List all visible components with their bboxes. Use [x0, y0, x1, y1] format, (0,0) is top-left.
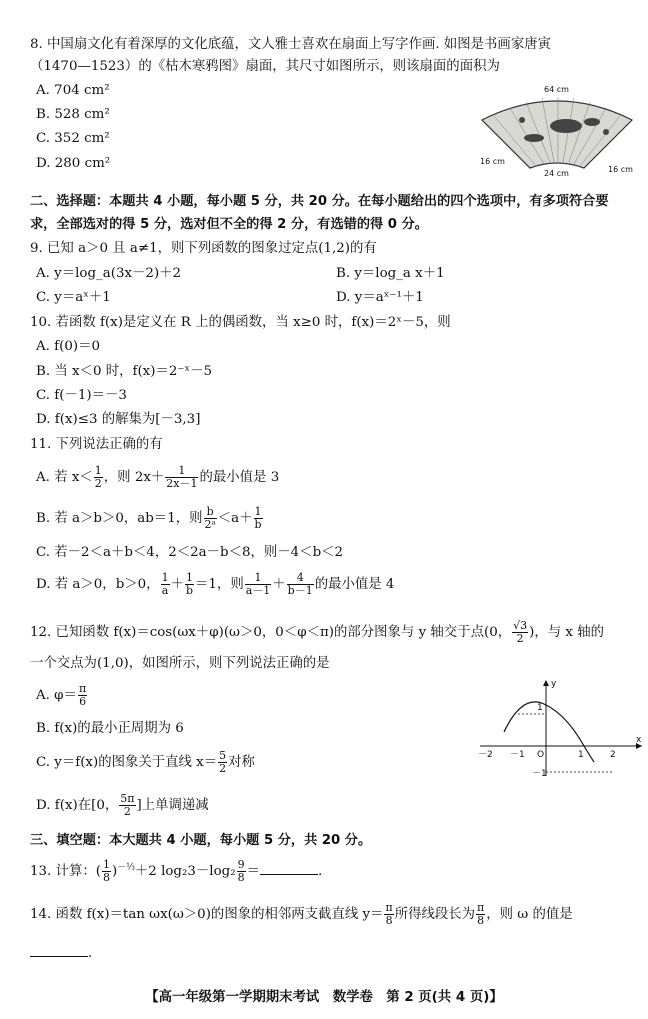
q11-stem: 11. 下列说法正确的有 — [30, 437, 163, 452]
q14-frac-pi8-b — [476, 902, 485, 927]
q11-option-c: C. 若－2＜a＋b＜4，2＜2a－b＜8，则－4＜b＜2 — [36, 545, 344, 560]
denominator: 8 — [237, 871, 245, 884]
q12-d-text-post: ]上单调递减 — [136, 798, 209, 813]
graph-origin: O — [537, 750, 545, 760]
q11-frac-2x — [165, 465, 198, 490]
denominator: 2 — [123, 805, 131, 818]
q11-frac-half — [94, 465, 103, 490]
q10-option-a: A. f(0)＝0 — [36, 339, 101, 354]
q13-text-end: . — [317, 864, 323, 879]
graph-tick-2: 2 — [610, 750, 616, 760]
numerator: 1 — [185, 571, 193, 584]
q11-option-a — [36, 464, 279, 492]
q13-text-post: ＝ — [246, 864, 260, 879]
q13-exponent: －⅓ — [117, 862, 135, 873]
q12-stem-end: )，与 x 轴的 — [529, 625, 604, 640]
q14-text-pre: 14. 函数 f(x)＝tan ωx(ω＞0)的图象的相邻两支截直线 y＝ — [30, 907, 384, 922]
q14-text-mid: 所得线段长为 — [394, 907, 476, 922]
fan-left-label: 16 cm — [480, 157, 505, 166]
q11-a-text-mid: ，则 2x＋ — [103, 470, 165, 485]
q12-option-b: B. f(x)的最小正周期为 6 — [36, 721, 184, 736]
graph-x-label: x — [636, 735, 642, 745]
q13-text-mid: ＋2 log₂3－log₂ — [134, 864, 236, 879]
q11-frac-b — [204, 506, 217, 531]
q10-stem: 10. 若函数 f(x)是定义在 R 上的偶函数，当 x≥0 时，f(x)＝2ˣ－5，则 — [30, 315, 451, 330]
graph-tick-1: 1 — [578, 750, 584, 760]
q12-frac-5pi2 — [119, 793, 135, 818]
q9-option-c: C. y＝aˣ＋1 — [36, 290, 111, 305]
q9-option-b: B. y＝log_a x＋1 — [336, 266, 445, 281]
q11-frac-1b — [254, 506, 263, 531]
q11-option-d: D. 若 a＞0，b＞0， $\frac{1}{a}$ ＋ $\frac{1}{b}$ ＝1，则 $\frac{1}{a-1}$ ＋ $\frac{4}{b-1}$ 的最小值是 4 — [36, 571, 395, 597]
q8-stem-line1: 8. 中国扇文化有着深厚的文化底蕴，文人雅士喜欢在扇面上写字作画. 如图是书画家唐寅 — [30, 37, 551, 52]
numerator: 1 — [161, 571, 169, 584]
q13-frac-98 — [237, 859, 246, 884]
denominator: a — [161, 584, 169, 597]
denominator: b — [185, 584, 194, 597]
q12-stem-text: 12. 已知函数 f(x)＝cos(ωx＋φ)(ω＞0，0＜φ＜π)的部分图象与 y 轴交于点(0， — [30, 625, 512, 640]
denominator: 8 — [477, 914, 485, 927]
q12-frac-root3 — [512, 620, 528, 645]
q10-option-d: D. f(x)≤3 的解集为[－3,3] — [36, 412, 201, 427]
q10-option-c: C. f(－1)＝－3 — [36, 388, 127, 403]
q14-text-post: ，则 ω 的值是 — [486, 907, 573, 922]
q12-frac-52 — [218, 750, 227, 775]
denominator: 8 — [102, 871, 110, 884]
q11-frac-1b-d — [185, 572, 194, 597]
q11-b-text-post: ＜a＋ — [217, 511, 253, 526]
numerator: 1 — [254, 505, 262, 518]
q9-option-a: A. y＝log_a(3x－2)＋2 — [36, 266, 182, 281]
fan-bottom-label: 24 cm — [544, 169, 569, 178]
q8-option-b: B. 528 cm² — [36, 107, 110, 122]
q12-stem-line1 — [30, 619, 604, 647]
q13-line: 13. 计算：( $\frac{1}{8}$ )$^{-\frac{1}{3}}$＋2 log₂3－log₂ $\frac{9}{8}$ ＝ . — [30, 858, 323, 884]
q11-b-text-pre: B. 若 a＞b＞0，ab＝1，则 — [36, 511, 203, 526]
q12-d-text-pre: D. f(x)在[0， — [36, 798, 119, 813]
graph-tick-neg2: －2 — [478, 750, 493, 760]
graph-y-label: y — [551, 679, 557, 689]
denominator: b — [254, 518, 262, 531]
numerator: 1 — [94, 464, 102, 477]
q12-frac-pi6 — [78, 683, 87, 708]
q11-option-b — [36, 504, 264, 534]
graph-tick-neg1: －1 — [510, 750, 525, 760]
graph-tick-y1: 1 — [537, 703, 543, 713]
denominator: 2 — [516, 632, 524, 645]
numerator: π — [78, 682, 87, 695]
q11-d-text-mid: ＝1，则 — [195, 577, 244, 592]
numerator: 5 — [219, 749, 227, 762]
page-footer: 【高一年级第一学期期末考试 数学卷 第 2 页(共 4 页)】 — [145, 990, 503, 1005]
q12-a-text: A. φ＝ — [36, 688, 77, 703]
denominator: 2 — [94, 477, 102, 490]
denominator: 8 — [385, 914, 393, 927]
section2-heading-line2: 求，全部选对的得 5 分，选对但不全的得 2 分，有选错的得 0 分。 — [30, 217, 428, 232]
denominator: b－1 — [287, 584, 313, 597]
q11-frac-4b1 — [287, 572, 314, 597]
denominator: 6 — [79, 695, 87, 708]
numerator: π — [385, 901, 393, 914]
q12-stem-line2: 一个交点为(1,0)，如图所示，则下列说法正确的是 — [30, 656, 330, 671]
fan-top-label: 64 cm — [544, 85, 569, 94]
section3-heading: 三、填空题：本大题共 4 小题，每小题 5 分，共 20 分。 — [30, 833, 372, 848]
q8-stem-line2: （1470—1523）的《枯木寒鸦图》扇面，其尺寸如图所示，则该扇面的面积为 — [30, 59, 500, 74]
graph-tick-yneg1: －1 — [532, 769, 547, 779]
q12-option-a — [36, 682, 88, 710]
cosine-graph — [474, 676, 646, 780]
numerator: b — [204, 506, 217, 519]
q14-line2 — [30, 944, 92, 963]
q13-frac-18 — [102, 859, 111, 884]
q11-a-text-pre: A. 若 x＜ — [36, 470, 93, 485]
q11-d-text-pre: D. 若 a＞0，b＞0， — [36, 577, 160, 592]
numerator: 9 — [237, 858, 245, 871]
numerator: 1 — [165, 465, 198, 478]
q12-c-text-post: 对称 — [228, 755, 255, 770]
q14-frac-pi8-a — [384, 902, 393, 927]
q14-line1 — [30, 901, 573, 929]
q12-c-text-pre: C. y＝f(x)的图象关于直线 x＝ — [36, 755, 218, 770]
denominator: 2x－1 — [166, 477, 198, 490]
fan-right-label: 16 cm — [608, 165, 633, 174]
numerator: 1 — [245, 572, 272, 585]
q10-option-b: B. 当 x＜0 时，f(x)＝2⁻ˣ－5 — [36, 364, 213, 379]
denominator: 2ᵃ — [204, 518, 216, 531]
numerator: 5π — [120, 792, 135, 805]
q11-frac-1a1 — [245, 572, 272, 597]
q14-text-end: . — [88, 946, 93, 961]
q11-d-text-post: 的最小值是 4 — [314, 577, 395, 592]
numerator: π — [477, 901, 485, 914]
numerator: √3 — [513, 619, 528, 632]
q9-stem: 9. 已知 a＞0 且 a≠1，则下列函数的图象过定点(1,2)的有 — [30, 241, 377, 256]
q8-option-a: A. 704 cm² — [36, 83, 110, 98]
denominator: 2 — [219, 762, 227, 775]
q11-frac-1a — [161, 572, 170, 597]
q9-option-d: D. y＝aˣ⁻¹＋1 — [336, 290, 424, 305]
q12-option-c — [36, 749, 255, 777]
q8-option-c: C. 352 cm² — [36, 131, 110, 146]
q13-answer-blank[interactable] — [260, 862, 318, 875]
q13-text-pre: 13. 计算：( — [30, 864, 101, 879]
numerator: 4 — [287, 572, 314, 585]
section2-heading-line1: 二、选择题：本题共 4 小题，每小题 5 分，共 20 分。在每小题给出的四个选项中，有多项符合要 — [30, 194, 609, 209]
q14-answer-blank[interactable] — [30, 944, 88, 957]
denominator: a－1 — [245, 584, 271, 597]
q11-a-text-post: 的最小值是 3 — [199, 470, 280, 485]
fan-painting-figure — [474, 80, 640, 178]
numerator: 1 — [102, 858, 110, 871]
q12-option-d — [36, 792, 209, 820]
q8-option-d: D. 280 cm² — [36, 156, 111, 171]
